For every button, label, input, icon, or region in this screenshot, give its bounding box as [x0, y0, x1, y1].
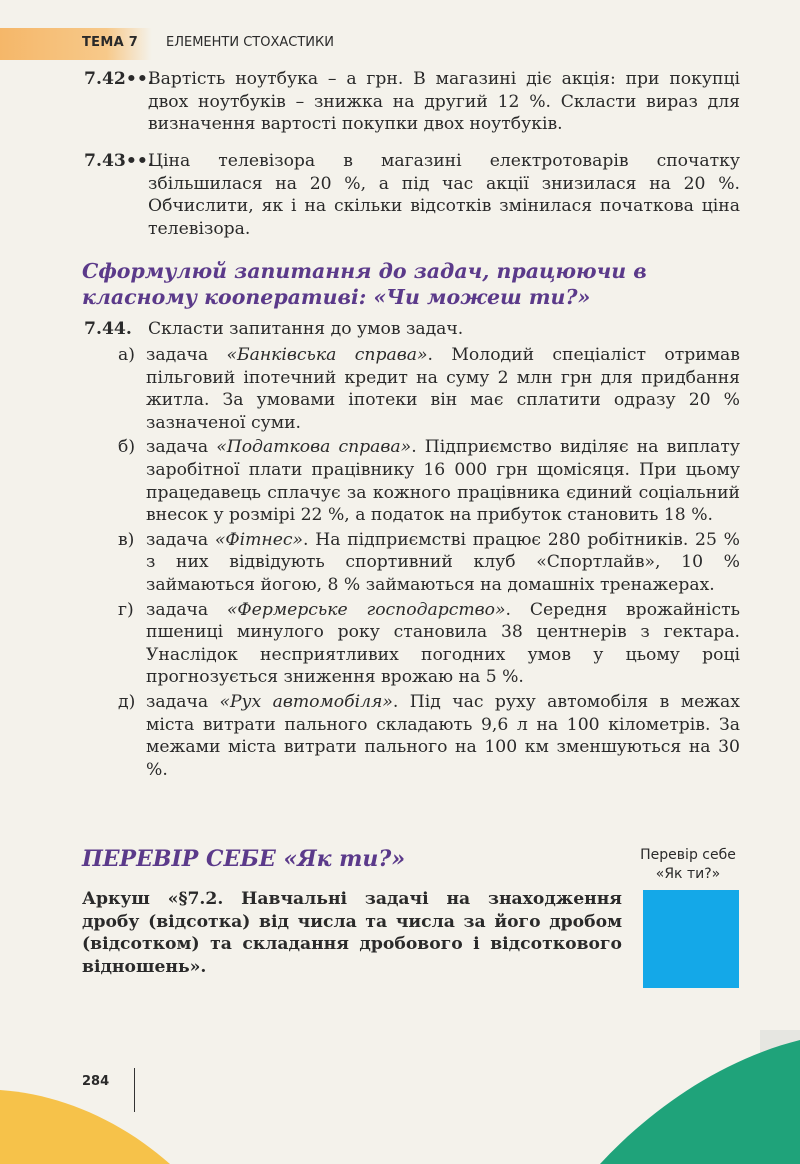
subtask-text: . Під час руху автомобіля в межах міста витрати пального складають 9,6 л на 100 кілометрів. За межами міста витрати пального на 100 км зменшуються на 30 %.: [146, 691, 740, 780]
subtask-v: [118, 529, 740, 597]
subtask-title: «Банківська справа»: [226, 345, 428, 365]
subtask-text: . Середня врожайність пшениці минулого року становила 38 центнерів з гектара. Унаслідок несприятливих погодних умов у цьому році прогнозується зниження врожаю на 5 %.: [146, 599, 740, 688]
task-intro: Скласти запитання до умов задач.: [148, 319, 464, 339]
task-text: Ціна телевізора в магазині електротоварів спочатку збільшилася на 20 %, а під час акції знизилася на 20 %. Обчислити, як і на скільки відсотків змінилася початкова ціна телевізора.: [148, 151, 740, 239]
cooperative-heading: Сформулюй запитання до задач, працюючи в класному кооперативі: «Чи можеш ти?»: [82, 259, 647, 309]
qr-caption: [620, 846, 756, 884]
subtask-title: «Рух автомобіля»: [219, 691, 393, 712]
subtask-g: [118, 599, 740, 689]
task-text: Вартість ноутбука – а грн. В магазині діє акція: при покупці двох ноутбуків – знижка на другий 12 %. Скласти вираз для визначення вартості покупки двох ноутбуків.: [148, 69, 740, 135]
task-7-42: [84, 68, 740, 136]
task-7-44: [84, 318, 740, 341]
task-number: 7.43••.: [84, 151, 154, 171]
task-number: 7.42••.: [84, 69, 154, 89]
subtask-text: . На підприємстві працює 280 робітників. 25 % з них відвідують спортивний клуб «Спортлайв», 10 % займаються йогою, 8 % займаються на домашніх тренажерах.: [146, 529, 741, 595]
subtask-prefix: задача: [146, 691, 220, 712]
yellow-corner-decoration: [0, 1090, 200, 1164]
worksheet-reference: Аркуш «§7.2. Навчальні задачі на знаходження дробу (відсотка) від числа та числа за його дробом (відсотком) та складання дробового і відсоткового відношень».: [82, 889, 622, 977]
subtask-title: «Фермерське господарство»: [226, 599, 506, 620]
task-7-43: [84, 150, 740, 240]
qr-caption-line2: «Як ти?»: [655, 866, 721, 882]
subtask-list: [118, 344, 740, 783]
subtask-prefix: задача: [146, 529, 215, 550]
subtask-letter: а): [118, 345, 135, 365]
subtask-letter: б): [118, 437, 136, 458]
subtask-a: [118, 344, 740, 434]
subtask-letter: д): [118, 691, 136, 712]
subtask-title: «Фітнес»: [214, 529, 304, 550]
subtask-text: . Молодий спеціаліст отримав пільговий іпотечний кредит на суму 2 млн грн для придбання житла. За умовами іпотеки він має сплатити одразу 20 % зазначеної суми.: [146, 345, 740, 433]
subtask-prefix: задача: [146, 345, 227, 365]
subtask-title: «Податкова справа»: [216, 437, 412, 458]
page-number: 284: [82, 1074, 110, 1089]
qr-code-placeholder[interactable]: [643, 890, 739, 988]
subtask-b: [118, 436, 740, 526]
check-yourself-heading: ПЕРЕВІР СЕБЕ «Як ти?»: [82, 846, 406, 872]
subtask-d: [118, 691, 740, 781]
chapter-label: ТЕМА 7: [82, 35, 139, 50]
subtask-letter: в): [118, 529, 135, 550]
subtask-prefix: задача: [146, 437, 217, 458]
green-corner-decoration: [560, 1040, 800, 1164]
section-title: ЕЛЕМЕНТИ СТОХАСТИКИ: [166, 35, 334, 50]
qr-caption-line1: Перевір себе: [640, 847, 736, 863]
subtask-text: . Підприємство виділяє на виплату заробітної плати працівнику 16 000 грн щомісяця. При цьому працедавець сплачує за кожного працівника єдиний соціальний внесок у розмірі 22 %, а податок на прибуток становить 18 %.: [146, 437, 740, 526]
subtask-prefix: задача: [146, 599, 227, 620]
subtask-letter: г): [118, 599, 134, 620]
task-number: 7.44.: [84, 319, 132, 339]
